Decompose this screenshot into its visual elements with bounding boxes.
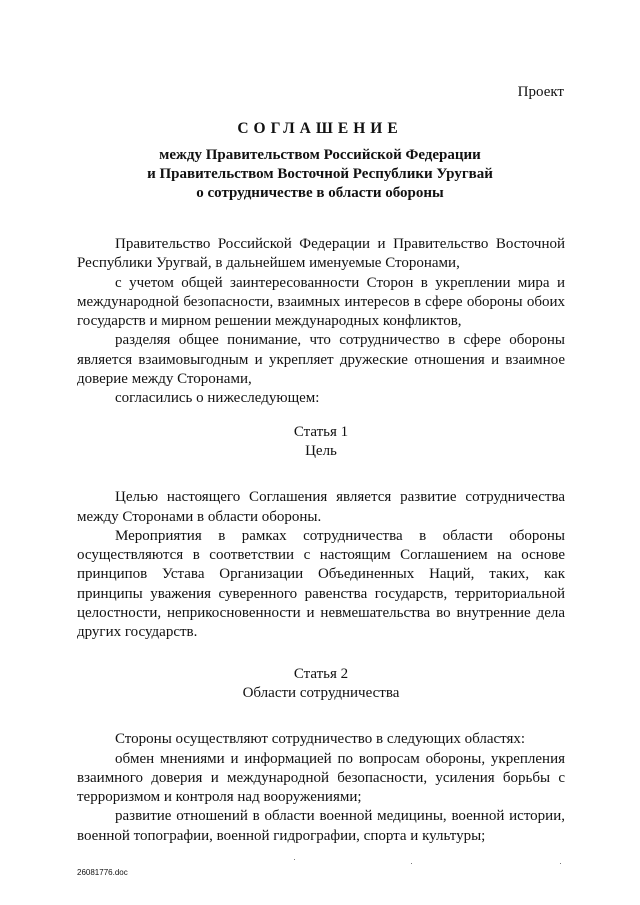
article-2-paragraph: Стороны осуществляют сотрудничество в следующих областях: [115,731,526,748]
scan-speck [294,859,295,860]
scan-speck [411,863,412,864]
preamble-paragraph: с учетом общей заинтересованности Сторон в укреплении мира и международной безопасности, взаимных интересов в сфере обороны обоих государств и мирном решении международных конфликтов, [77,274,565,330]
article-2-paragraph: обмен мнениями и информацией по вопросам обороны, укрепления взаимного доверия и международной безопасности, усиления борьбы с терроризмом и контроля над вооружениями; [77,750,565,806]
article-2-name: Области сотрудничества [242,684,400,701]
document-title: СОГЛАШЕНИЕ [237,120,403,137]
preamble-paragraph: разделяя общее понимание, что сотрудничество в сфере обороны является взаимовыгодным и укрепляет дружеские отношения и взаимное доверие между Сторонами, [77,332,565,388]
title-line-1: между Правительством Российской Федерации [159,147,481,163]
article-1-paragraph: Мероприятия в рамках сотрудничества в области обороны осуществляются в соответствии с настоящим Соглашением на основе принципов Устава Организации Объединенных Наций, таких, как принципы уважения суверенного равенства государств, территориальной целостности, неприкосновенности и невмешательства во внутренние дела других государств. [77,527,565,641]
title-line-2: и Правительством Восточной Республики Уругвай [147,166,493,182]
article-2-number: Статья 2 [293,665,349,682]
title-block [0,120,640,203]
article-2-paragraph: развитие отношений в области военной медицины, военной истории, военной топографии, военной гидрографии, спорта и культуры; [77,808,565,844]
article-1-paragraph: Целью настоящего Соглашения является развитие сотрудничества между Сторонами в области обороны. [77,489,565,525]
draft-label: Проект [517,84,564,100]
title-line-3: о сотрудничестве в области обороны [196,185,444,201]
article-1-number: Статья 1 [293,423,349,440]
footer-file-name: 26081776.doc [77,868,128,877]
scan-speck [560,863,561,864]
article-1-name: Цель [305,442,337,459]
preamble-paragraph: Правительство Российской Федерации и Правительство Восточной Республики Уругвай, в дальнейшем именуемые Сторонами, [77,236,565,272]
preamble-paragraph: согласились о нижеследующем: [115,390,320,407]
document-body [77,235,565,846]
